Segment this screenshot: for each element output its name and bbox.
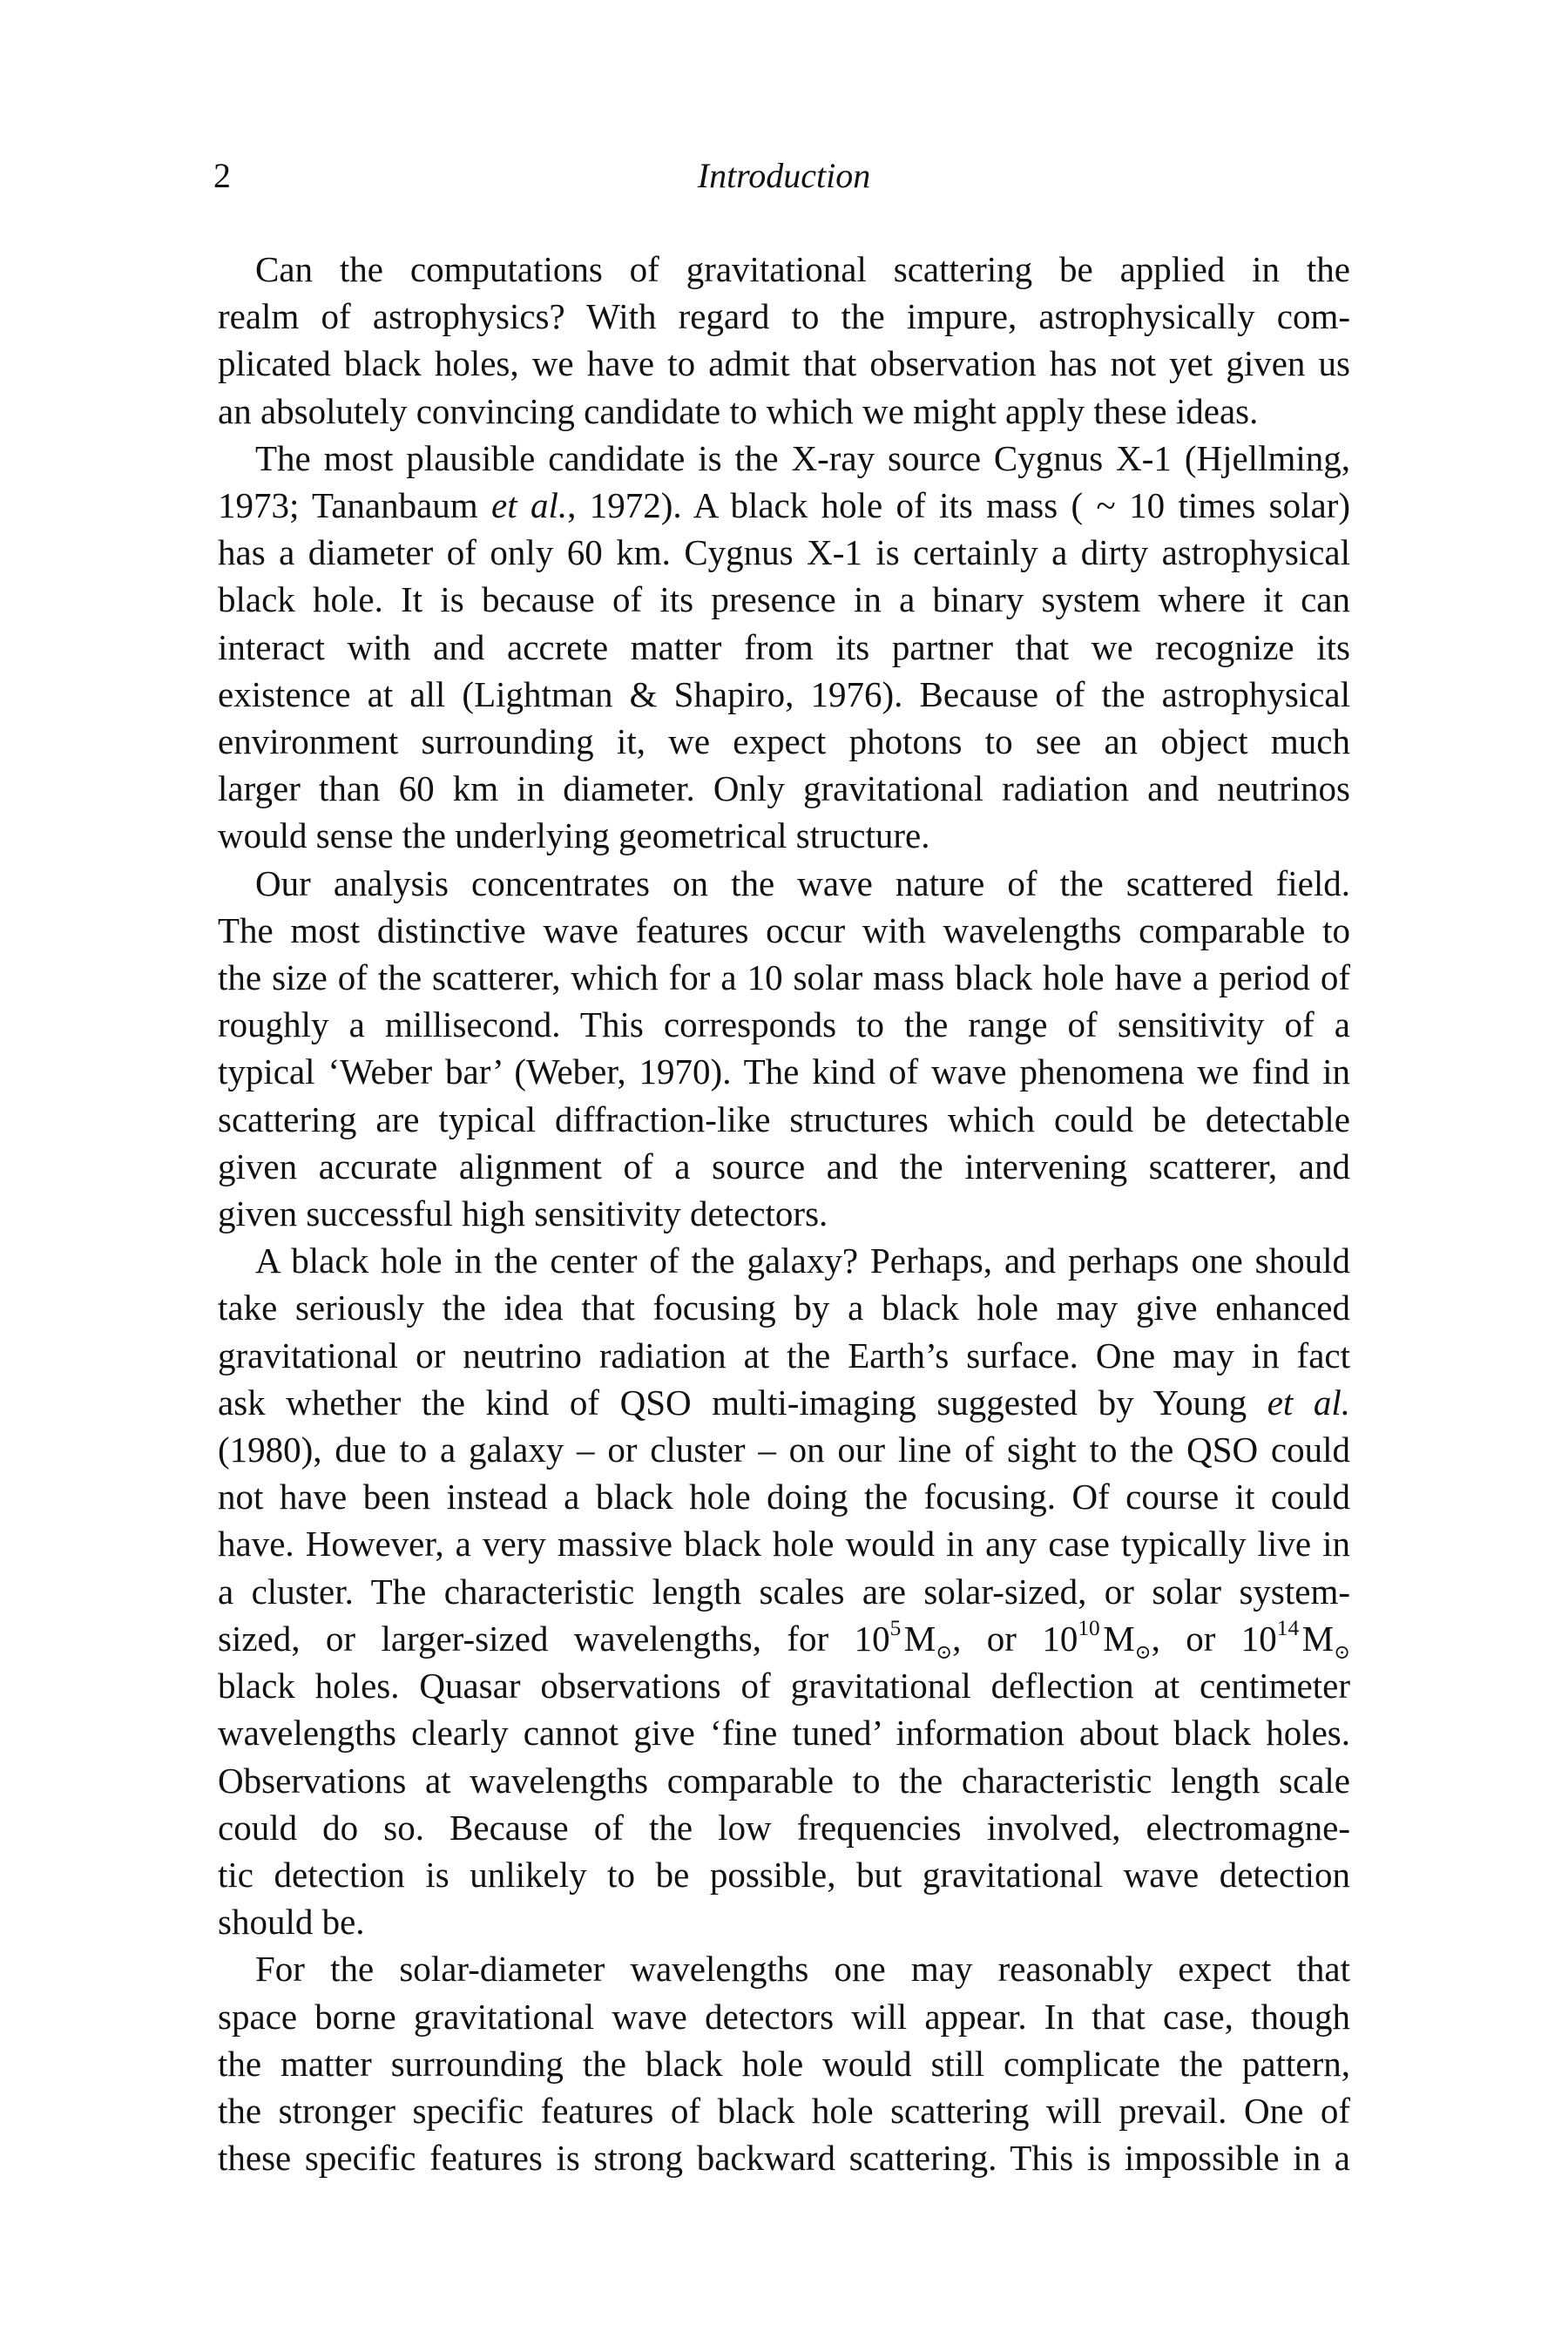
text-line: the size of the scatterer, which for a 10 solar mass black hole have a period of bbox=[218, 957, 1350, 998]
text-line: not have been instead a black hole doing the focusing. Of course it could bbox=[218, 1477, 1350, 1517]
text-line: wavelengths clearly cannot give ‘fine tuned’ information about black holes. bbox=[218, 1713, 1350, 1754]
text-line: The most distinctive wave features occur with wavelengths comparable to bbox=[218, 909, 1350, 950]
text-fragment: 1973; Tananbaum bbox=[218, 485, 492, 526]
math-mass-1: $10^5$ $M_⊙$ bbox=[854, 1616, 953, 1664]
paragraph bbox=[218, 1237, 1350, 1945]
page-header bbox=[213, 150, 1355, 202]
text-line: given accurate alignment of a source and the intervening scatterer, and bbox=[218, 1146, 1350, 1186]
text-line: these specific features is strong backward scattering. This is impossible in a bbox=[218, 2138, 1350, 2179]
text-line: black hole. It is because of its presence in a binary system where it can bbox=[218, 579, 1350, 620]
text-fragment: sized, or larger-sized wavelengths, for bbox=[218, 1618, 855, 1659]
text-line: A black hole in the center of the galaxy? Perhaps, and perhaps one should bbox=[255, 1240, 1350, 1281]
text-line: Our analysis concentrates on the wave nature of the scattered field. bbox=[255, 862, 1350, 903]
text-fragment: , or bbox=[1151, 1618, 1241, 1659]
text-line: scattering are typical diffraction-like structures which could be detectable bbox=[218, 1098, 1350, 1139]
text-line: typical ‘Weber bar’ (Weber, 1970). The kind of wave phenomena we find in bbox=[218, 1051, 1350, 1092]
text-line: existence at all (Lightman & Shapiro, 1976). Because of the astrophysical bbox=[218, 673, 1350, 714]
text-line: could do so. Because of the low frequencies involved, electromagne- bbox=[218, 1807, 1350, 1848]
text-line: should be. bbox=[218, 1902, 365, 1943]
math-mass-2: $10^{10}$ $M_⊙$ bbox=[1042, 1616, 1152, 1664]
running-title: Introduction bbox=[697, 156, 871, 195]
text-line: take seriously the idea that focusing by a black hole may give enhanced bbox=[218, 1288, 1350, 1328]
text-line: interact with and accrete matter from its partner that we recognize its bbox=[218, 626, 1350, 667]
text-line: plicated black holes, we have to admit that observation has not yet given us bbox=[218, 343, 1350, 384]
math-mass-3: $10^{14}$ $M_⊙$ bbox=[1240, 1616, 1350, 1664]
text-line: an absolutely convincing candidate to which we might apply these ideas. bbox=[218, 390, 1259, 431]
text-line: The most plausible candidate is the X-ray source Cygnus X-1 (Hjellming, bbox=[255, 437, 1350, 478]
text-line: tic detection is unlikely to be possible, but gravitational wave detection bbox=[218, 1854, 1350, 1895]
text-fragment: , or bbox=[952, 1618, 1043, 1659]
text-line: (1980), due to a galaxy – or cluster – on our line of sight to the QSO could bbox=[218, 1429, 1350, 1470]
text-line: has a diameter of only 60 km. Cygnus X-1 is certainly a dirty astrophysical bbox=[218, 532, 1350, 573]
page-number: 2 bbox=[213, 156, 231, 195]
text-line: realm of astrophysics? With regard to the impure, astrophysically com- bbox=[218, 296, 1350, 337]
text-line: given successful high sensitivity detectors. bbox=[218, 1193, 828, 1234]
body-text bbox=[218, 246, 1350, 2181]
text-line: space borne gravitational wave detectors will appear. In that case, though bbox=[218, 1996, 1350, 2037]
text-line: have. However, a very massive black hole would in any case typically live in bbox=[218, 1524, 1350, 1565]
text-line: Observations at wavelengths comparable to the characteristic length scale bbox=[218, 1760, 1350, 1801]
text-line: gravitational or neutrino radiation at the Earth’s surface. One may in fact bbox=[218, 1335, 1350, 1375]
text-line-math bbox=[218, 1615, 1350, 1662]
text-line: would sense the underlying geometrical structure. bbox=[218, 815, 930, 856]
paragraph bbox=[218, 1945, 1350, 2181]
citation-italic: et al. bbox=[491, 485, 568, 526]
text-line: black holes. Quasar observations of gravitational deflection at centimeter bbox=[218, 1666, 1350, 1707]
text-line: environment surrounding it, we expect photons to see an object much bbox=[218, 721, 1350, 762]
text-line: a cluster. The characteristic length scales are solar-sized, or solar system- bbox=[218, 1571, 1350, 1612]
text-line: the stronger specific features of black hole scattering will prevail. One of bbox=[218, 2090, 1350, 2131]
text-line: larger than 60 km in diameter. Only gravitational radiation and neutrinos bbox=[218, 768, 1350, 809]
text-line: For the solar-diameter wavelengths one may reasonably expect that bbox=[255, 1949, 1350, 1990]
text-line: Can the computations of gravitational scattering be applied in the bbox=[255, 249, 1350, 289]
text-fragment: ask whether the kind of QSO multi-imaging suggested by Young bbox=[218, 1382, 1267, 1423]
text-fragment: , 1972). A black hole of its mass ( ~ 10 times solar) bbox=[567, 485, 1350, 526]
paragraph bbox=[218, 246, 1350, 435]
paragraph bbox=[218, 860, 1350, 1238]
paragraph bbox=[218, 435, 1350, 860]
text-line bbox=[218, 482, 1350, 529]
text-line: roughly a millisecond. This corresponds to the range of sensitivity of a bbox=[218, 1004, 1350, 1045]
text-line bbox=[218, 1379, 1350, 1426]
citation-italic: et al. bbox=[1267, 1382, 1350, 1423]
text-line: the matter surrounding the black hole would still complicate the pattern, bbox=[218, 2043, 1350, 2084]
